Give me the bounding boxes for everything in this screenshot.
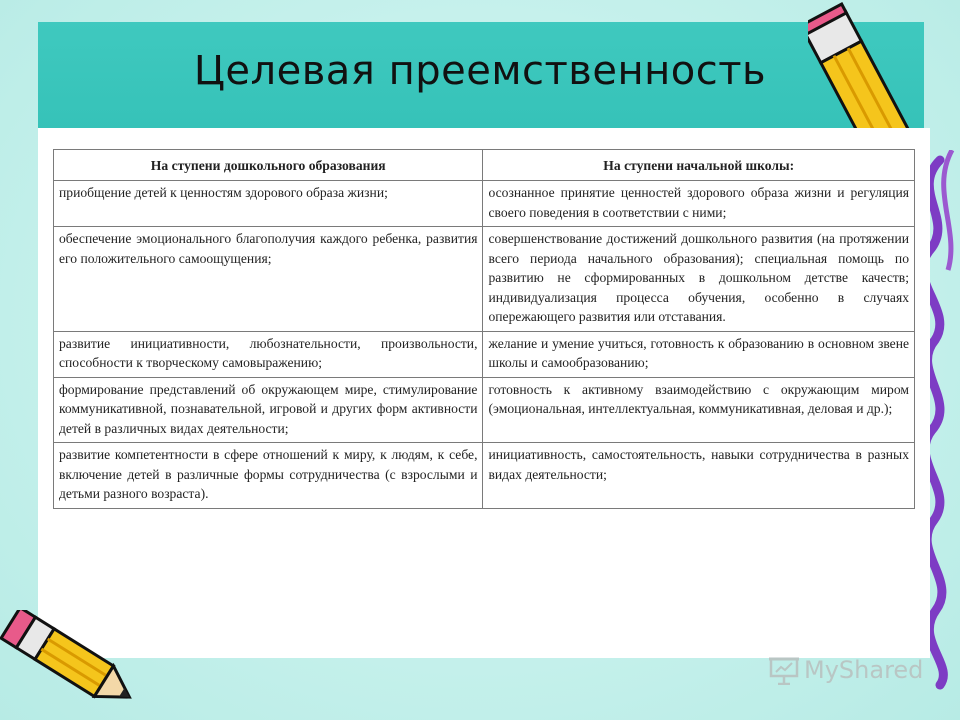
page-title: Целевая преемственность bbox=[193, 48, 767, 94]
pencil-icon bbox=[0, 610, 145, 715]
cell-primary: инициативность, самостоятельность, навыки сотрудничества в разных видах деятельности; bbox=[483, 443, 915, 509]
comparison-table bbox=[53, 149, 915, 509]
watermark-text: MyShared bbox=[804, 656, 924, 684]
cell-preschool: развитие инициативности, любознательности, произвольности, способности к творческому самовыражению; bbox=[54, 331, 483, 377]
cell-primary: совершенствование достижений дошкольного развития (на протяжении всего периода начального образования); специальная помощь по развитию не сформированных в дошкольном детстве качеств; индивидуализация процесса обучения, особенно в случаях опережающего развития или отставания. bbox=[483, 227, 915, 332]
cell-primary: готовность к активному взаимодействию с окружающим миром (эмоциональная, интеллектуальная, коммуникативная, деловая и др.); bbox=[483, 377, 915, 443]
presentation-board-icon bbox=[768, 655, 800, 685]
cell-preschool: формирование представлений об окружающем мире, стимулирование коммуникативной, познавательной, игровой и других форм активности детей в различных видах деятельности; bbox=[54, 377, 483, 443]
cell-primary: желание и умение учиться, готовность к образованию в основном звене школы и самообразованию; bbox=[483, 331, 915, 377]
table-row bbox=[54, 227, 915, 332]
table-row bbox=[54, 181, 915, 227]
watermark bbox=[768, 655, 923, 685]
cell-primary: осознанное принятие ценностей здорового образа жизни и регуляция своего поведения в соответствии с ними; bbox=[483, 181, 915, 227]
table-row bbox=[54, 377, 915, 443]
cell-preschool: приобщение детей к ценностям здорового образа жизни; bbox=[54, 181, 483, 227]
table-header-row bbox=[54, 150, 915, 181]
header-preschool: На ступени дошкольного образования bbox=[54, 150, 483, 181]
table-row bbox=[54, 331, 915, 377]
header-primary-school: На ступени начальной школы: bbox=[483, 150, 915, 181]
cell-preschool: обеспечение эмоционального благополучия каждого ребенка, развития его положительного самоощущения; bbox=[54, 227, 483, 332]
cell-preschool: развитие компетентности в сфере отношений к миру, к людям, к себе, включение детей в различные формы сотрудничества (с взрослыми и детьми разного возраста). bbox=[54, 443, 483, 509]
table-row bbox=[54, 443, 915, 509]
